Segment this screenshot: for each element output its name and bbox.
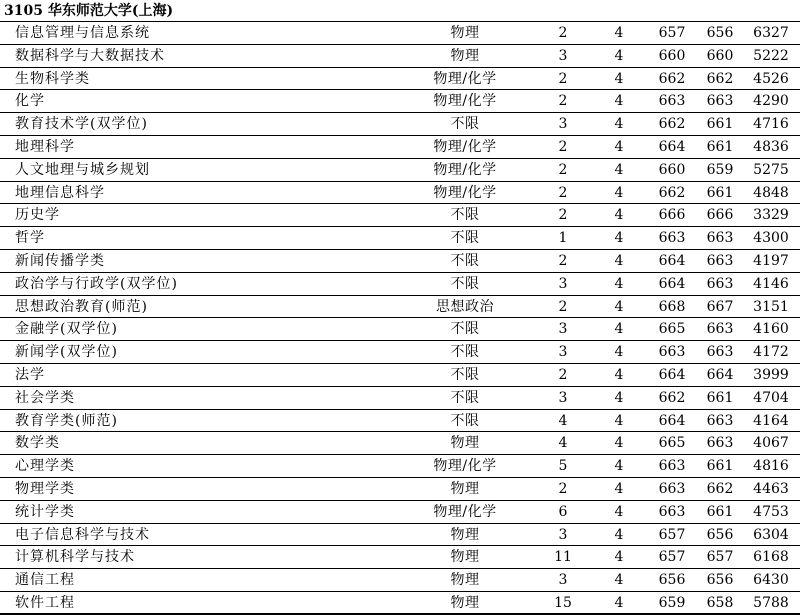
min-score: 663 xyxy=(706,344,734,361)
table-row xyxy=(0,569,800,592)
max-score: 664 xyxy=(658,366,686,383)
year-count: 4 xyxy=(614,47,624,64)
min-score: 656 xyxy=(706,25,734,41)
major-name: 法学 xyxy=(15,366,45,383)
table-row xyxy=(0,410,800,433)
table-row xyxy=(0,45,800,68)
subject-requirement: 物理 xyxy=(450,549,480,566)
plan-count: 2 xyxy=(558,138,568,155)
year-count: 4 xyxy=(614,366,624,383)
year-count: 4 xyxy=(614,230,624,247)
table-row xyxy=(0,182,800,205)
subject-requirement: 不限 xyxy=(450,389,480,406)
major-name: 化学 xyxy=(15,93,45,110)
min-score: 661 xyxy=(706,389,734,406)
plan-count: 2 xyxy=(558,298,568,315)
major-name: 新闻传播学类 xyxy=(15,252,105,269)
year-count: 4 xyxy=(614,93,624,110)
major-name: 电子信息科学与技术 xyxy=(15,526,150,543)
min-rank: 4704 xyxy=(753,389,789,406)
major-name: 思想政治教育(师范) xyxy=(15,298,148,315)
min-rank: 4300 xyxy=(753,230,789,247)
plan-count: 3 xyxy=(558,389,568,406)
max-score: 664 xyxy=(658,412,686,429)
plan-count: 3 xyxy=(558,526,568,543)
table-row xyxy=(0,273,800,296)
major-name: 哲学 xyxy=(15,230,45,247)
year-count: 4 xyxy=(614,435,624,452)
subject-requirement: 物理 xyxy=(450,526,480,543)
table-row xyxy=(0,478,800,501)
min-score: 666 xyxy=(706,207,734,224)
subject-requirement: 物理/化学 xyxy=(433,138,497,155)
plan-count: 3 xyxy=(558,321,568,338)
plan-count: 2 xyxy=(558,161,568,178)
plan-count: 3 xyxy=(558,275,568,292)
major-name: 新闻学(双学位) xyxy=(15,344,118,361)
max-score: 662 xyxy=(658,70,686,87)
min-rank: 4526 xyxy=(753,70,789,87)
subject-requirement: 物理 xyxy=(450,47,480,64)
max-score: 664 xyxy=(658,252,686,269)
table-row xyxy=(0,22,800,45)
year-count: 4 xyxy=(614,594,624,611)
subject-requirement: 物理 xyxy=(450,594,480,611)
year-count: 4 xyxy=(614,549,624,566)
major-name: 社会学类 xyxy=(15,389,75,406)
min-rank: 4716 xyxy=(753,116,789,133)
table-row xyxy=(0,455,800,478)
min-score: 663 xyxy=(706,412,734,429)
table-row xyxy=(0,113,800,136)
plan-count: 3 xyxy=(558,344,568,361)
subject-requirement: 不限 xyxy=(450,275,480,292)
subject-requirement: 不限 xyxy=(450,230,480,247)
min-rank: 5788 xyxy=(753,594,789,611)
major-name: 信息管理与信息系统 xyxy=(15,25,150,41)
min-score: 660 xyxy=(706,47,734,64)
year-count: 4 xyxy=(614,138,624,155)
plan-count: 4 xyxy=(558,435,568,452)
min-rank: 6168 xyxy=(753,549,789,566)
min-score: 661 xyxy=(706,138,734,155)
min-rank: 4753 xyxy=(753,503,789,520)
year-count: 4 xyxy=(614,321,624,338)
min-score: 661 xyxy=(706,458,734,475)
plan-count: 2 xyxy=(558,480,568,497)
year-count: 4 xyxy=(614,207,624,224)
subject-requirement: 不限 xyxy=(450,366,480,383)
major-name: 地理信息科学 xyxy=(15,184,105,201)
min-score: 658 xyxy=(706,594,734,611)
subject-requirement: 物理/化学 xyxy=(433,70,497,87)
min-score: 667 xyxy=(706,298,734,315)
min-rank: 4197 xyxy=(753,252,789,269)
min-rank: 4816 xyxy=(753,458,789,475)
plan-count: 2 xyxy=(558,184,568,201)
min-score: 663 xyxy=(706,230,734,247)
plan-count: 2 xyxy=(558,93,568,110)
university-header-row xyxy=(0,0,800,22)
table-row xyxy=(0,296,800,319)
subject-requirement: 物理/化学 xyxy=(433,161,497,178)
max-score: 666 xyxy=(658,207,686,224)
year-count: 4 xyxy=(614,275,624,292)
table-row xyxy=(0,432,800,455)
plan-count: 11 xyxy=(554,549,572,566)
plan-count: 2 xyxy=(558,252,568,269)
min-rank: 4160 xyxy=(753,321,789,338)
min-score: 663 xyxy=(706,321,734,338)
min-rank: 4067 xyxy=(753,435,789,452)
year-count: 4 xyxy=(614,184,624,201)
major-name: 计算机科学与技术 xyxy=(15,549,135,566)
year-count: 4 xyxy=(614,344,624,361)
min-score: 663 xyxy=(706,275,734,292)
max-score: 657 xyxy=(658,526,686,543)
subject-requirement: 不限 xyxy=(450,344,480,361)
subject-requirement: 物理/化学 xyxy=(433,503,497,520)
year-count: 4 xyxy=(614,298,624,315)
table-row xyxy=(0,546,800,569)
major-name: 金融学(双学位) xyxy=(15,321,118,338)
table-row xyxy=(0,90,800,113)
table-row xyxy=(0,341,800,364)
min-score: 659 xyxy=(706,161,734,178)
table-row xyxy=(0,501,800,524)
min-score: 663 xyxy=(706,252,734,269)
min-rank: 3151 xyxy=(753,298,789,315)
major-name: 教育技术学(双学位) xyxy=(15,116,148,133)
table-row xyxy=(0,592,800,615)
year-count: 4 xyxy=(614,116,624,133)
table-row xyxy=(0,68,800,91)
table-row xyxy=(0,250,800,273)
max-score: 663 xyxy=(658,93,686,110)
max-score: 662 xyxy=(658,389,686,406)
plan-count: 2 xyxy=(558,366,568,383)
min-score: 661 xyxy=(706,116,734,133)
min-rank: 6304 xyxy=(753,526,789,543)
min-score: 664 xyxy=(706,366,734,383)
table-row xyxy=(0,387,800,410)
max-score: 663 xyxy=(658,344,686,361)
min-rank: 4463 xyxy=(753,480,789,497)
max-score: 663 xyxy=(658,503,686,520)
max-score: 663 xyxy=(658,230,686,247)
plan-count: 3 xyxy=(558,116,568,133)
plan-count: 2 xyxy=(558,207,568,224)
min-rank: 6430 xyxy=(753,572,789,589)
max-score: 663 xyxy=(658,480,686,497)
year-count: 4 xyxy=(614,458,624,475)
min-score: 656 xyxy=(706,526,734,543)
min-rank: 4164 xyxy=(753,412,789,429)
min-rank: 4848 xyxy=(753,184,789,201)
year-count: 4 xyxy=(614,25,624,41)
subject-requirement: 不限 xyxy=(450,207,480,224)
min-rank: 6327 xyxy=(753,25,789,41)
major-name: 物理学类 xyxy=(15,480,75,497)
max-score: 668 xyxy=(658,298,686,315)
min-rank: 5275 xyxy=(753,161,789,178)
year-count: 4 xyxy=(614,503,624,520)
subject-requirement: 物理 xyxy=(450,25,480,41)
plan-count: 5 xyxy=(558,458,568,475)
year-count: 4 xyxy=(614,572,624,589)
table-row xyxy=(0,524,800,547)
max-score: 659 xyxy=(658,594,686,611)
table-row xyxy=(0,159,800,182)
major-name: 软件工程 xyxy=(15,594,75,611)
max-score: 665 xyxy=(658,435,686,452)
subject-requirement: 不限 xyxy=(450,252,480,269)
plan-count: 15 xyxy=(554,594,572,611)
max-score: 657 xyxy=(658,25,686,41)
subject-requirement: 物理 xyxy=(450,435,480,452)
plan-count: 3 xyxy=(558,572,568,589)
year-count: 4 xyxy=(614,70,624,87)
year-count: 4 xyxy=(614,389,624,406)
subject-requirement: 不限 xyxy=(450,412,480,429)
max-score: 660 xyxy=(658,161,686,178)
plan-count: 2 xyxy=(558,25,568,41)
max-score: 664 xyxy=(658,275,686,292)
year-count: 4 xyxy=(614,161,624,178)
table-row xyxy=(0,318,800,341)
max-score: 663 xyxy=(658,458,686,475)
min-score: 663 xyxy=(706,93,734,110)
major-name: 数学类 xyxy=(15,435,60,452)
table-row xyxy=(0,364,800,387)
major-name: 政治学与行政学(双学位) xyxy=(15,275,178,292)
max-score: 656 xyxy=(658,572,686,589)
year-count: 4 xyxy=(614,412,624,429)
plan-count: 6 xyxy=(558,503,568,520)
min-score: 657 xyxy=(706,549,734,566)
subject-requirement: 物理 xyxy=(450,572,480,589)
min-rank: 4146 xyxy=(753,275,789,292)
plan-count: 4 xyxy=(558,412,568,429)
plan-count: 2 xyxy=(558,70,568,87)
min-rank: 3999 xyxy=(753,366,789,383)
min-score: 662 xyxy=(706,70,734,87)
subject-requirement: 不限 xyxy=(450,116,480,133)
major-name: 通信工程 xyxy=(15,572,75,589)
subject-requirement: 思想政治 xyxy=(436,298,494,315)
major-name: 数据科学与大数据技术 xyxy=(15,47,165,64)
university-title: 3105 华东师范大学(上海) xyxy=(4,3,174,19)
major-name: 生物科学类 xyxy=(15,70,90,87)
min-rank: 3329 xyxy=(753,207,789,224)
major-name: 统计学类 xyxy=(15,503,75,520)
plan-count: 1 xyxy=(558,230,568,247)
max-score: 665 xyxy=(658,321,686,338)
min-score: 656 xyxy=(706,572,734,589)
table-row xyxy=(0,227,800,250)
table-row xyxy=(0,204,800,227)
max-score: 660 xyxy=(658,47,686,64)
subject-requirement: 物理 xyxy=(450,480,480,497)
subject-requirement: 物理/化学 xyxy=(433,184,497,201)
min-rank: 4172 xyxy=(753,344,789,361)
year-count: 4 xyxy=(614,526,624,543)
min-rank: 4836 xyxy=(753,138,789,155)
major-name: 地理科学 xyxy=(15,138,75,155)
year-count: 4 xyxy=(614,480,624,497)
min-rank: 5222 xyxy=(753,47,789,64)
min-score: 661 xyxy=(706,184,734,201)
subject-requirement: 物理/化学 xyxy=(433,458,497,475)
min-rank: 4290 xyxy=(753,93,789,110)
major-name: 教育学类(师范) xyxy=(15,412,118,429)
max-score: 662 xyxy=(658,184,686,201)
major-name: 人文地理与城乡规划 xyxy=(15,161,150,178)
subject-requirement: 不限 xyxy=(450,321,480,338)
plan-count: 3 xyxy=(558,47,568,64)
table-row xyxy=(0,136,800,159)
min-score: 662 xyxy=(706,480,734,497)
major-name: 心理学类 xyxy=(15,458,75,475)
major-table xyxy=(0,22,800,615)
major-name: 历史学 xyxy=(15,207,60,224)
max-score: 664 xyxy=(658,138,686,155)
min-score: 661 xyxy=(706,503,734,520)
subject-requirement: 物理/化学 xyxy=(433,93,497,110)
min-score: 663 xyxy=(706,435,734,452)
max-score: 662 xyxy=(658,116,686,133)
max-score: 657 xyxy=(658,549,686,566)
year-count: 4 xyxy=(614,252,624,269)
